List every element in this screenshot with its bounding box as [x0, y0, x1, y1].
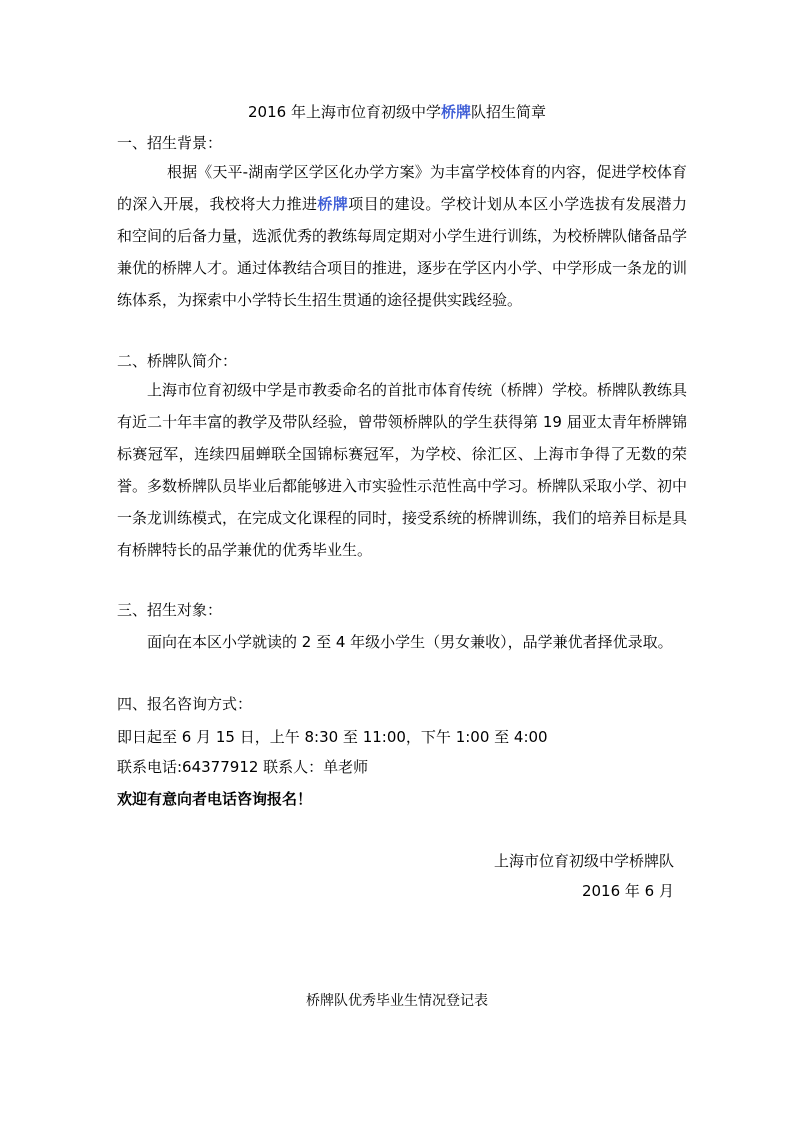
- section-heading-target: 三、招生对象：: [117, 601, 223, 619]
- section-heading-contact: 四、报名咨询方式：: [117, 695, 253, 713]
- background-text-a: 根据《天平-湖南学区学区化办学方案》为丰富学校体育的内容，促进学校体育的深入开展，我校将大力推进: [117, 163, 687, 213]
- section-body-target: [117, 626, 687, 658]
- document-title: [0, 100, 794, 124]
- title-suffix: 队招生简章: [470, 103, 546, 121]
- signature-org: 上海市位育初级中学桥牌队: [493, 852, 674, 870]
- title-highlight: 桥牌: [440, 103, 471, 121]
- background-text-b: 项目的建设。学校计划从本区小学选拔有发展潜力和空间的后备力量，选派优秀的教练每周定期对小学生进行训练，为校桥牌队储备品学兼优的桥牌人才。通过体教结合项目的推进，逐步在学区内小学、中学形成一条龙的训练体系，为探索中小学特长生招生贯通的途径提供实践经验。: [117, 195, 688, 309]
- intro-paragraph: 上海市位育初级中学是市教委命名的首批市体育传统（桥牌）学校。桥牌队教练具有近二十年丰富的教学及带队经验，曾带领桥牌队的学生获得第 19 届亚太青年桥牌锦标赛冠军，连续四届蝉联全国锦标赛冠军，为学校、徐汇区、上海市争得了无数的荣誉。多数桥牌队员毕业后都能够进入市实验性示范性高中学习。桥牌队采取小学、初中一条龙训练模式，在完成文化课程的同时，接受系统的桥牌训练，我们的培养目标是具有桥牌特长的品学兼优的优秀毕业生。: [117, 381, 688, 559]
- signature-date: 2016 年 6 月: [581, 882, 674, 900]
- background-highlight: 桥牌: [317, 195, 349, 213]
- title-prefix: 2016 年上海市位育初级中学: [248, 103, 441, 121]
- section-body-background: [117, 156, 687, 316]
- welcome-line: 欢迎有意向者电话咨询报名！: [117, 790, 313, 808]
- target-paragraph: 面向在本区小学就读的 2 至 4 年级小学生（男女兼收），品学兼优者择优录取。: [147, 633, 673, 651]
- registration-form-title: 桥牌队优秀毕业生情况登记表: [306, 993, 488, 1009]
- registration-time: 即日起至 6 月 15 日，上午 8:30 至 11:00，下午 1:00 至 4:00: [117, 728, 548, 746]
- contact-info: 联系电话:64377912 联系人：单老师: [117, 758, 369, 776]
- section-heading-intro: 二、桥牌队简介：: [117, 352, 238, 370]
- section-heading-background: 一、招生背景：: [117, 134, 223, 152]
- section-body-intro: [117, 374, 687, 566]
